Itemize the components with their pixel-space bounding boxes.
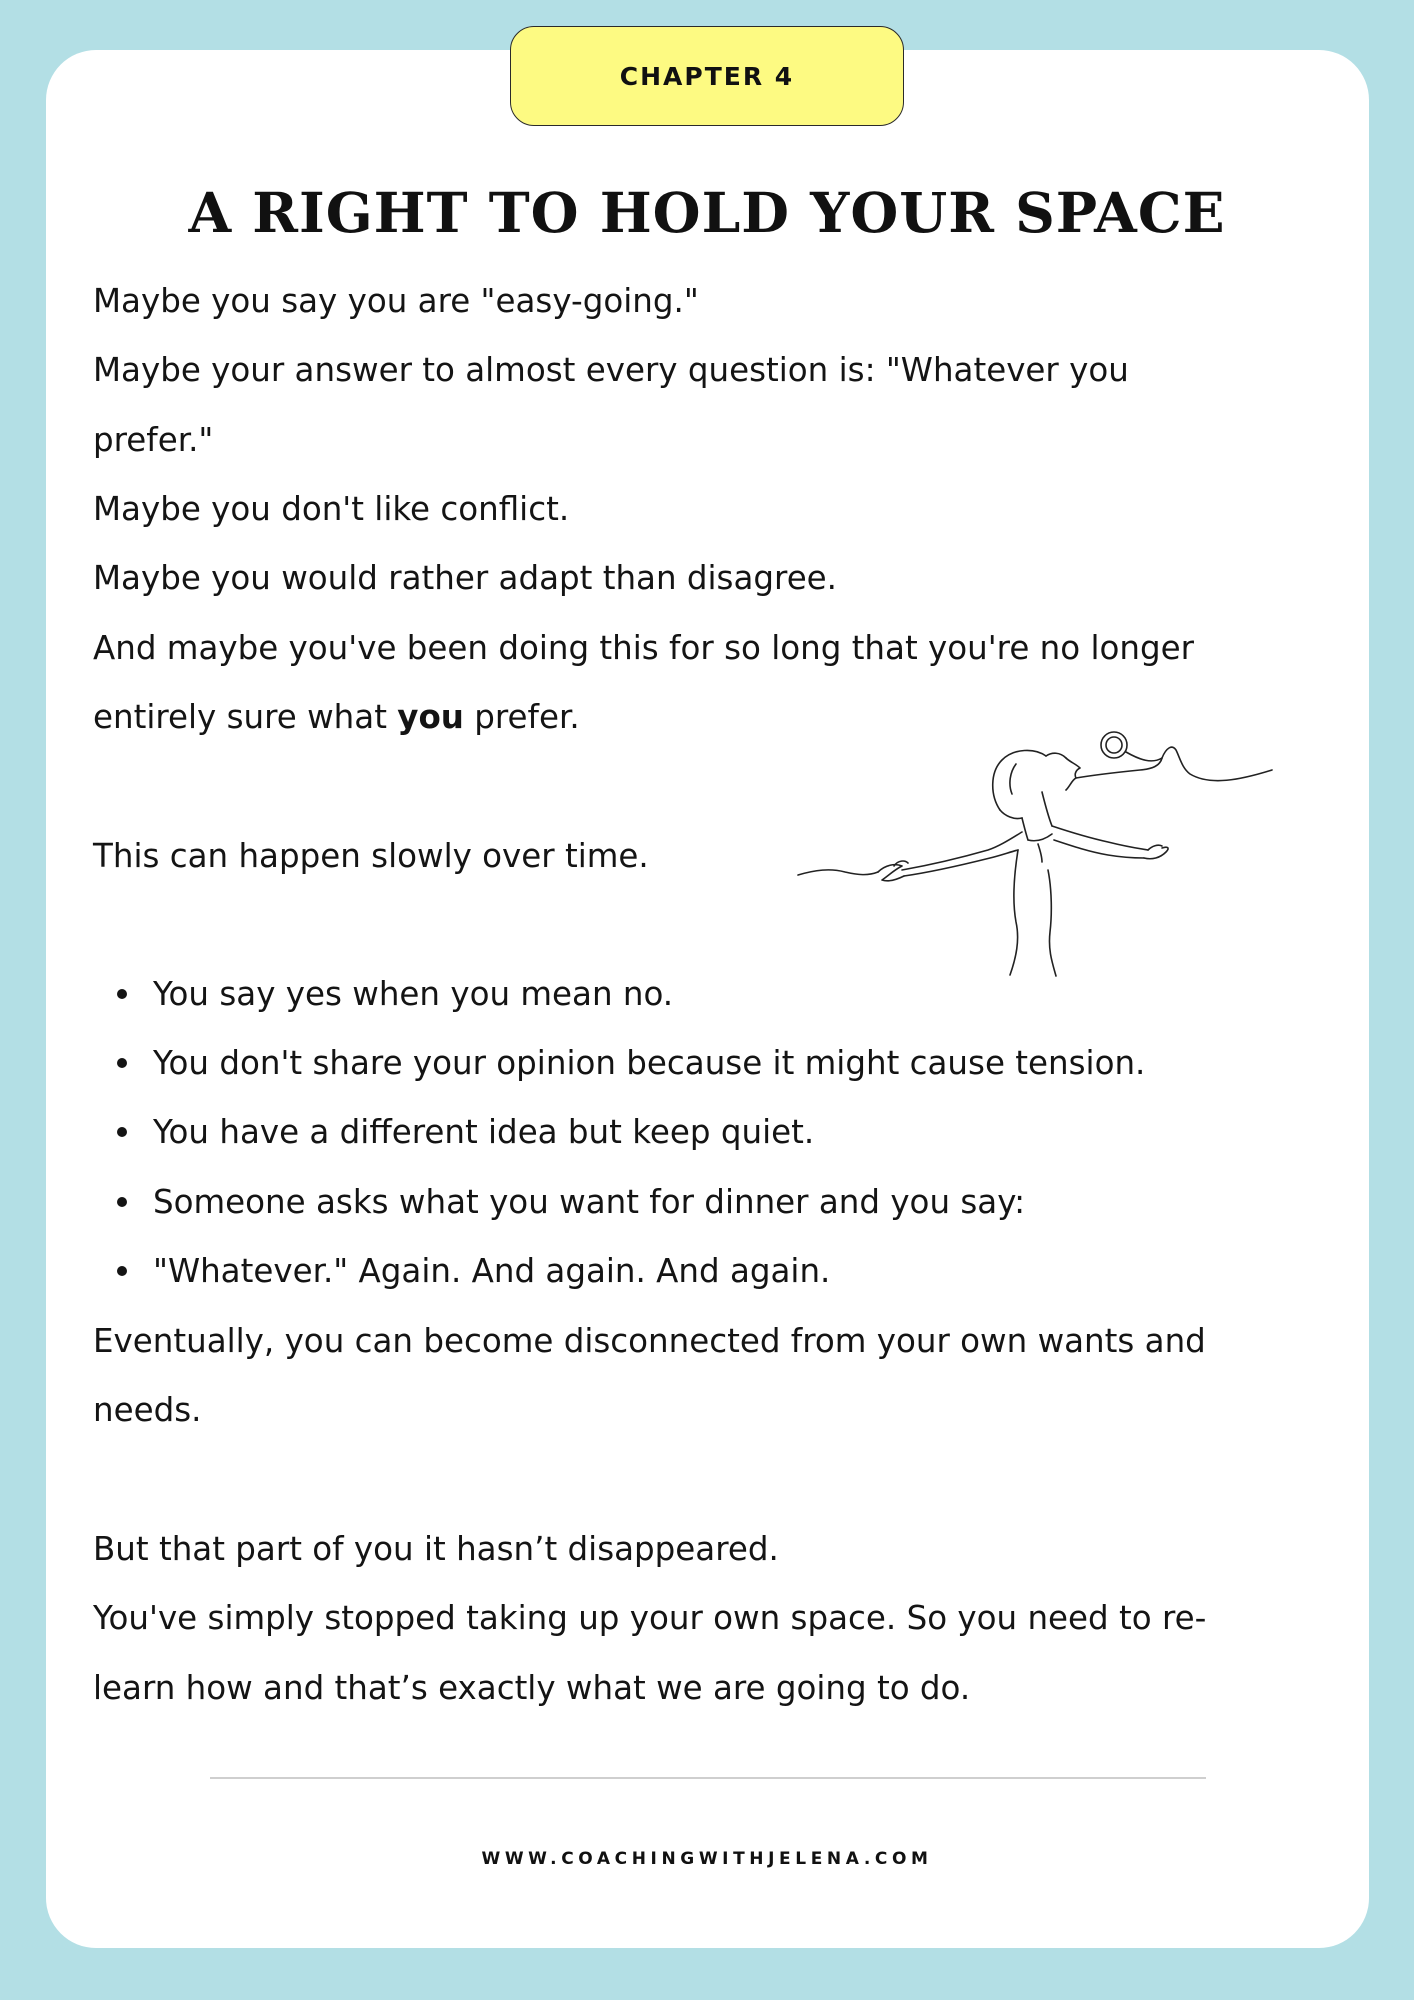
intro-text: prefer. — [463, 698, 580, 736]
bullet-dot — [117, 989, 127, 999]
eventually-line: Eventually, you can become disconnected from your own wants and — [93, 1322, 1206, 1360]
intro-text: entirely sure what — [93, 698, 398, 736]
closing-line: You've simply stopped taking up your own space. So you need to re- — [93, 1599, 1207, 1637]
bullet-dot — [117, 1197, 127, 1207]
intro-line: Maybe you would rather adapt than disagree. — [93, 559, 838, 597]
bullet-dot — [117, 1266, 127, 1276]
eventually-line: needs. — [93, 1391, 202, 1429]
footer-website-link[interactable]: WWW.COACHINGWITHJELENA.COM — [481, 1849, 933, 1869]
emphasis-you: you — [397, 698, 464, 736]
intro-line: Maybe you say you are "easy-going." — [93, 282, 699, 320]
bullet-dot — [117, 1127, 127, 1137]
closing-line: But that part of you it hasn’t disappeared. — [93, 1530, 779, 1568]
intro-line: And maybe you've been doing this for so long that you're no longer — [93, 629, 1194, 667]
slow-change-line: This can happen slowly over time. — [93, 837, 649, 875]
page-title: A RIGHT TO HOLD YOUR SPACE — [188, 180, 1226, 245]
line-drawing-person-arms-outstretched-icon — [790, 700, 1275, 980]
intro-line — [93, 697, 580, 737]
list-item: You say yes when you mean no. — [153, 975, 674, 1013]
intro-line: prefer." — [93, 421, 214, 459]
list-item: "Whatever." Again. And again. And again. — [153, 1252, 831, 1290]
bullet-dot — [117, 1058, 127, 1068]
intro-line: Maybe you don't like conflict. — [93, 490, 570, 528]
chapter-badge: CHAPTER 4 — [510, 26, 904, 126]
closing-line: learn how and that’s exactly what we are going to do. — [93, 1669, 971, 1707]
footer-divider — [210, 1777, 1206, 1779]
list-item: You have a different idea but keep quiet. — [153, 1113, 815, 1151]
list-item: You don't share your opinion because it might cause tension. — [153, 1044, 1146, 1082]
intro-line: Maybe your answer to almost every question is: "Whatever you — [93, 351, 1129, 389]
list-item: Someone asks what you want for dinner and you say: — [153, 1183, 1026, 1221]
